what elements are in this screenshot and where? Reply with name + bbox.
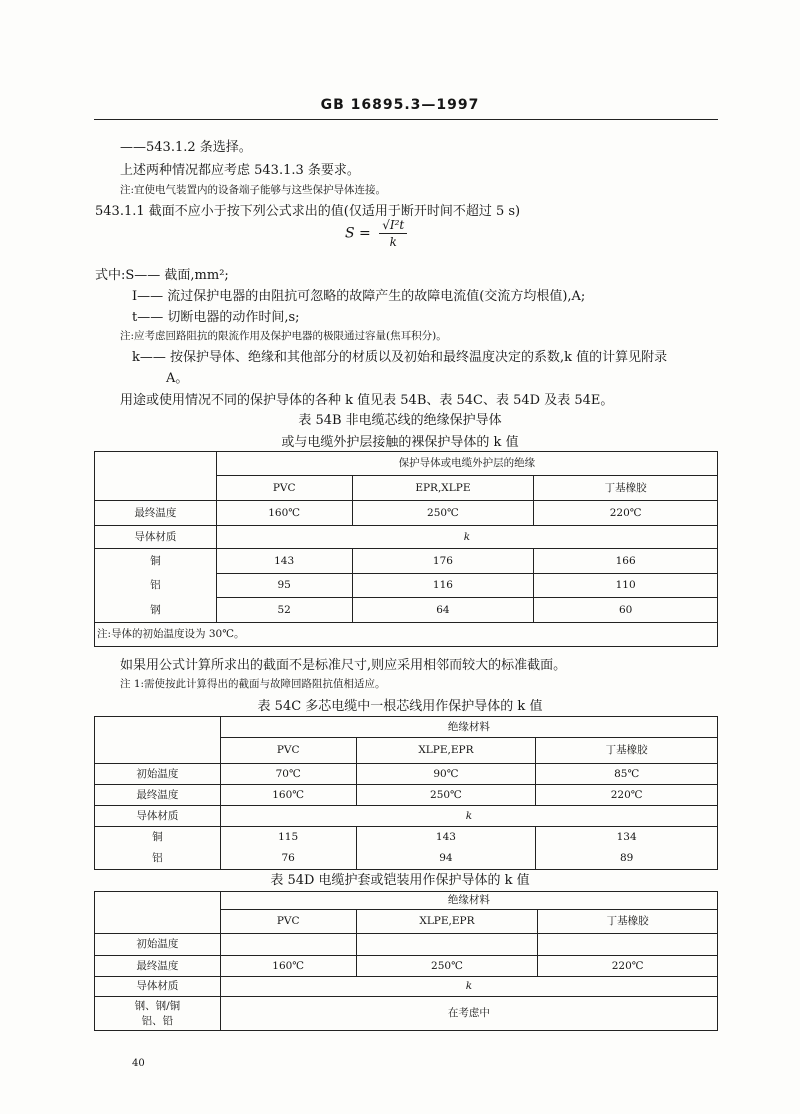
- group-header: 绝缘材料: [220, 892, 717, 910]
- table-cell: 115: [220, 827, 356, 848]
- header-rule: [94, 119, 718, 120]
- col-header: PVC: [216, 476, 352, 501]
- table-cell: 220℃: [536, 785, 718, 806]
- table-cell: 85℃: [536, 764, 718, 785]
- table-cell: 76: [220, 848, 356, 870]
- group-header: 保护导体或电缆外护层的绝缘: [216, 452, 717, 476]
- table-cell: 在考虑中: [220, 997, 717, 1031]
- table-cell: 89: [536, 848, 718, 870]
- col-header: 丁基橡胶: [538, 910, 718, 934]
- note-line: 注:应考虑回路阻抗的限流作用及保护电器的极限通过容量(焦耳积分)。: [120, 330, 447, 342]
- table-cell: 134: [536, 827, 718, 848]
- row-label: 钢: [95, 598, 217, 623]
- table-cell: 143: [216, 549, 352, 574]
- row-label: 最终温度: [95, 785, 221, 806]
- col-header: PVC: [220, 738, 356, 764]
- table-cell: 90℃: [356, 764, 536, 785]
- table-cell: 160℃: [220, 956, 356, 977]
- page-header: GB 16895.3—1997: [320, 97, 480, 113]
- row-label: 导体材质: [95, 806, 221, 827]
- material-name: 铝、铅: [141, 1015, 174, 1027]
- col-header: 丁基橡胶: [536, 738, 718, 764]
- note-line: 注 1:需使按此计算得出的截面与故障回路阻抗值相适应。: [120, 678, 386, 690]
- col-header: XLPE,EPR: [356, 738, 536, 764]
- col-header: XLPE,EPR: [356, 910, 538, 934]
- table-cell: 143: [356, 827, 536, 848]
- table-54d: [94, 891, 718, 1031]
- table-cell: k: [216, 526, 717, 549]
- group-header: 绝缘材料: [220, 717, 717, 738]
- table-cell: 220℃: [538, 956, 718, 977]
- row-label: 初始温度: [95, 764, 221, 785]
- table-54c: [94, 716, 718, 870]
- row-label: 导体材质: [95, 526, 217, 549]
- table-note: 注:导体的初始温度设为 30℃。: [95, 623, 718, 647]
- table-cell: 176: [352, 549, 534, 574]
- row-label: 导体材质: [95, 977, 221, 997]
- where-line: I—— 流过保护电器的由阻抗可忽略的故障产生的故障电流值(交流方均根值),A;: [132, 289, 586, 304]
- body-line: ——543.1.2 条选择。: [120, 140, 252, 155]
- table-cell: 95: [216, 574, 352, 598]
- table-cell: 116: [352, 574, 534, 598]
- table-54b: [94, 451, 718, 647]
- table-cell: 60: [534, 598, 718, 623]
- where-line: A。: [166, 371, 189, 386]
- table-cell: 160℃: [220, 785, 356, 806]
- table-cell: 250℃: [356, 785, 536, 806]
- table-cell: 220℃: [534, 501, 718, 526]
- table-caption: 表 54D 电缆护套或铠装用作保护导体的 k 值: [270, 873, 530, 888]
- table-caption: 表 54C 多芯电缆中一根芯线用作保护导体的 k 值: [257, 699, 543, 714]
- body-line: 用途或使用情况不同的保护导体的各种 k 值见表 54B、表 54C、表 54D 及表 54E。: [120, 393, 614, 408]
- formula: [345, 218, 407, 249]
- col-header: EPR,XLPE: [352, 476, 534, 501]
- note-line: 注:宜使电气装置内的设备端子能够与这些保护导体连接。: [120, 184, 387, 196]
- page-number: 40: [132, 1058, 145, 1069]
- col-header: 丁基橡胶: [534, 476, 718, 501]
- row-label: 最终温度: [95, 501, 217, 526]
- material-name: 钢、钢/铜: [134, 999, 181, 1012]
- row-label: 最终温度: [95, 956, 221, 977]
- row-label: 铝: [95, 574, 217, 598]
- body-line: 如果用公式计算所求出的截面不是标准尺寸,则应采用相邻而较大的标准截面。: [120, 658, 567, 673]
- row-label: 铝: [95, 848, 221, 870]
- where-line: k—— 按保护导体、绝缘和其他部分的材质以及初始和最终温度决定的系数,k 值的计算见附录: [132, 350, 668, 365]
- formula-fraction: [379, 218, 407, 249]
- formula-numerator: √I²t: [379, 218, 407, 234]
- formula-lhs: S =: [345, 225, 371, 242]
- row-label: 铜: [95, 549, 217, 574]
- table-caption: 或与电缆外护层接触的裸保护导体的 k 值: [281, 435, 519, 450]
- where-line: 式中:S—— 截面,mm²;: [95, 268, 229, 283]
- table-cell: 64: [352, 598, 534, 623]
- table-caption: 表 54B 非电缆芯线的绝缘保护导体: [298, 413, 502, 428]
- table-cell: 250℃: [352, 501, 534, 526]
- table-cell: k: [220, 977, 717, 997]
- table-cell: 52: [216, 598, 352, 623]
- table-cell: 70℃: [220, 764, 356, 785]
- where-line: t—— 切断电器的动作时间,s;: [132, 310, 300, 325]
- table-cell: 166: [534, 549, 718, 574]
- row-label: 初始温度: [95, 934, 221, 956]
- clause-text: 543.1.1 截面不应小于按下列公式求出的值(仅适用于断开时间不超过 5 s): [95, 204, 521, 219]
- table-cell: 160℃: [216, 501, 352, 526]
- formula-denominator: k: [389, 235, 397, 249]
- col-header: PVC: [220, 910, 356, 934]
- body-line: 上述两种情况都应考虑 543.1.3 条要求。: [120, 163, 360, 178]
- row-label: 铜: [95, 827, 221, 848]
- table-cell: 94: [356, 848, 536, 870]
- row-label: [95, 997, 221, 1031]
- table-cell: 250℃: [356, 956, 538, 977]
- table-cell: k: [220, 806, 717, 827]
- table-cell: 110: [534, 574, 718, 598]
